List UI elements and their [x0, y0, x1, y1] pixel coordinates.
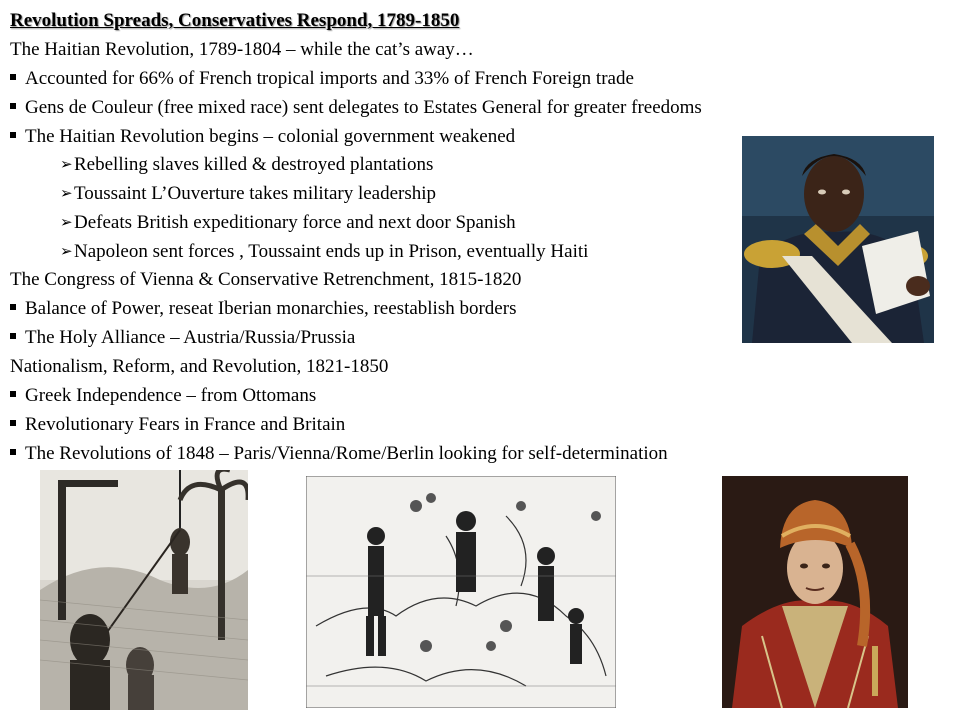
bullet-item: The Haitian Revolution begins – colonial government weakened [10, 122, 515, 151]
arrow-bullet-icon: ➢ [60, 186, 73, 202]
bullet-item: Greek Independence – from Ottomans [10, 381, 316, 410]
toussaint-portrait-image [742, 136, 934, 343]
bullet-item: The Revolutions of 1848 – Paris/Vienna/Rome/Berlin looking for self-determination [10, 439, 668, 468]
square-bullet-icon [10, 333, 16, 339]
square-bullet-icon [10, 420, 16, 426]
bullet-item: The Holy Alliance – Austria/Russia/Prussia [10, 323, 355, 352]
section-heading-nationalism: Nationalism, Reform, and Revolution, 1821-1850 [10, 356, 389, 377]
bullet-item: Accounted for 66% of French tropical imports and 33% of French Foreign trade [10, 64, 634, 93]
sub-bullet-item: ➢Rebelling slaves killed & destroyed plantations [60, 150, 433, 180]
square-bullet-icon [10, 74, 16, 80]
square-bullet-icon [10, 449, 16, 455]
bullet-item: Gens de Couleur (free mixed race) sent delegates to Estates General for greater freedoms [10, 93, 702, 122]
arrow-bullet-icon: ➢ [60, 215, 73, 231]
square-bullet-icon [10, 103, 16, 109]
bullet-item: Balance of Power, reseat Iberian monarchies, reestablish borders [10, 294, 516, 323]
section-heading-haiti: The Haitian Revolution, 1789-1804 – while the cat’s away… [10, 39, 474, 60]
square-bullet-icon [10, 132, 16, 138]
arrow-bullet-icon: ➢ [60, 244, 73, 260]
arrow-bullet-icon: ➢ [60, 157, 73, 173]
sub-bullet-item: ➢Napoleon sent forces , Toussaint ends up in Prison, eventually Haiti [60, 237, 588, 267]
square-bullet-icon [10, 304, 16, 310]
section-heading-vienna: The Congress of Vienna & Conservative Retrenchment, 1815-1820 [10, 269, 522, 290]
byron-portrait-image [722, 476, 908, 708]
sub-bullet-item: ➢Toussaint L’Ouverture takes military leadership [60, 179, 436, 209]
square-bullet-icon [10, 391, 16, 397]
bullet-item: Revolutionary Fears in France and Britain [10, 410, 345, 439]
europe-cartoon-image [306, 476, 616, 708]
haiti-engraving-image [40, 470, 248, 710]
slide-title: Revolution Spreads, Conservatives Respond, 1789-1850 [10, 10, 460, 31]
sub-bullet-item: ➢Defeats British expeditionary force and next door Spanish [60, 208, 516, 238]
